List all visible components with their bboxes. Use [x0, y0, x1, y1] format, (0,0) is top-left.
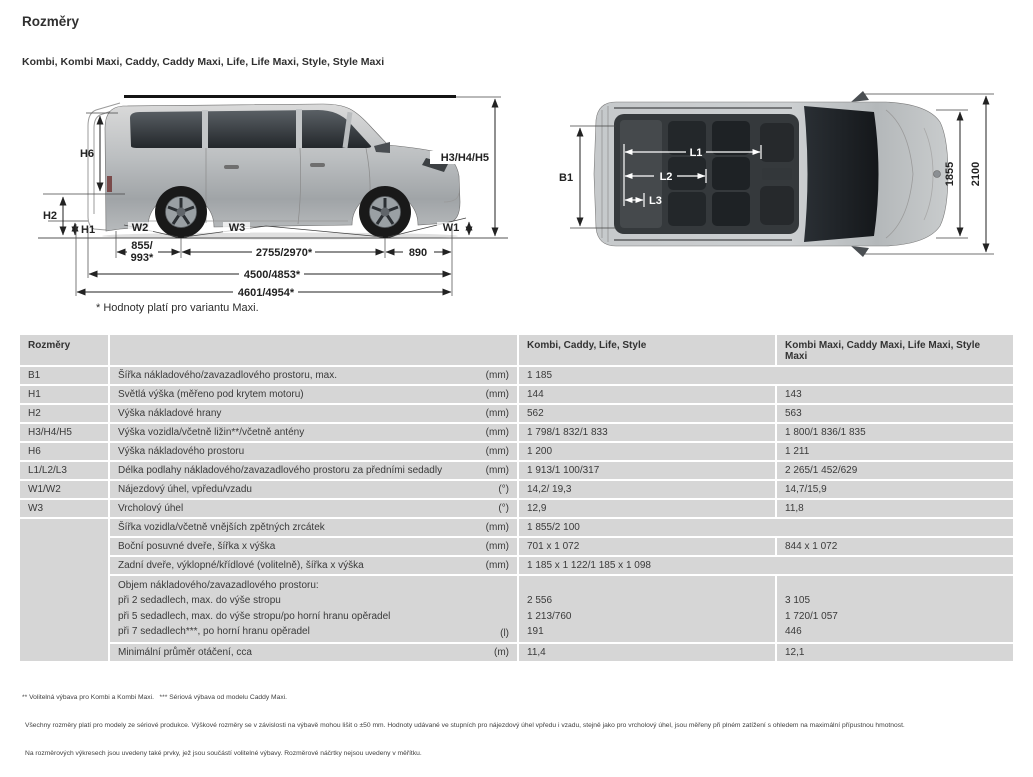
rear-wheel — [155, 186, 207, 238]
value-cell: 1 185 x 1 122/1 185 x 1 098 — [519, 557, 1013, 574]
value-line: 446 — [785, 626, 802, 638]
w2-label: W2 — [131, 222, 149, 234]
desc-line: při 5 sedadlech, max. do výše stropu/po horní hranu opěradel — [118, 610, 391, 622]
length2-dim: 4601/4954* — [237, 287, 295, 299]
table-row — [20, 424, 1013, 441]
value-cell: 562 — [519, 405, 775, 422]
wheelbase-dim: 2755/2970* — [255, 247, 313, 259]
dimension-code-cell: H1 — [20, 386, 108, 403]
front-overhang-dim: 890 — [408, 247, 428, 259]
value-cell — [777, 576, 1013, 642]
value-cell: 144 — [519, 386, 775, 403]
value-cell: 14,7/15,9 — [777, 481, 1013, 498]
dimension-desc-cell — [110, 367, 517, 384]
value-cell: 2 265/1 452/629 — [777, 462, 1013, 479]
footnote-1: ** Volitelná výbava pro Kombi a Kombi Maxi. *** Sériová výbava od modelu Caddy Maxi. — [22, 693, 288, 701]
body-width-dim: 1855 — [944, 161, 956, 187]
value-cell: 1 798/1 832/1 833 — [519, 424, 775, 441]
table-row — [20, 538, 1013, 555]
rear-overhang-dim-line2: 993* — [130, 252, 154, 264]
b1-label: B1 — [559, 172, 574, 184]
value-cell: 701 x 1 072 — [519, 538, 775, 555]
unit-label: (mm) — [485, 541, 509, 552]
side-view-drawing — [28, 90, 518, 303]
dimension-code-cell: H6 — [20, 443, 108, 460]
table-row — [20, 557, 1013, 574]
door-handle-front — [310, 163, 325, 167]
dimension-code-cell: W1/W2 — [20, 481, 108, 498]
desc-text: Výška nákladového prostoru — [118, 446, 245, 457]
value-cell: 1 211 — [777, 443, 1013, 460]
desc-line: Objem nákladového/zavazadlového prostoru: — [118, 580, 319, 591]
dimension-code-cell: W3 — [20, 500, 108, 517]
dimension-desc-cell — [110, 424, 517, 441]
dimension-desc-cell — [110, 519, 517, 536]
table-row — [20, 462, 1013, 479]
unit-label: (mm) — [485, 560, 509, 571]
unit-label: (mm) — [485, 408, 509, 419]
value-cell: 143 — [777, 386, 1013, 403]
front-wheel — [359, 186, 411, 238]
table-header-variant1: Kombi, Caddy, Life, Style — [519, 335, 775, 365]
front-seats — [760, 123, 794, 225]
unit-label: (mm) — [485, 446, 509, 457]
value-line: 191 — [527, 626, 544, 638]
mirror-top — [851, 91, 869, 102]
value-cell: 844 x 1 072 — [777, 538, 1013, 555]
door-handle-rear — [224, 165, 239, 169]
dimensions-table — [18, 333, 1015, 663]
desc-text: Zadní dveře, výklopné/křídlové (volitelně), šířka x výška — [118, 560, 364, 571]
mirror-bottom — [851, 246, 869, 257]
unit-label: (°) — [498, 503, 509, 514]
desc-text: Šířka vozidla/včetně vnějších zpětných zrcátek — [118, 522, 325, 533]
l3-label: L3 — [649, 195, 662, 207]
length1-dim: 4500/4853* — [243, 269, 301, 281]
value-line — [785, 578, 1005, 593]
dimension-desc-cell — [110, 462, 517, 479]
desc-text: Světlá výška (měřeno pod krytem motoru) — [118, 389, 304, 400]
table-header-variant2: Kombi Maxi, Caddy Maxi, Life Maxi, Style Maxi — [777, 335, 1013, 365]
l1-label: L1 — [689, 147, 703, 159]
h1-label: H1 — [81, 224, 96, 236]
brand-badge — [934, 171, 941, 178]
desc-text: Minimální průměr otáčení, cca — [118, 646, 252, 658]
w1-label: W1 — [442, 222, 460, 234]
van-top-silhouette — [594, 91, 948, 257]
page-subtitle: Kombi, Kombi Maxi, Caddy, Caddy Maxi, Life, Life Maxi, Style, Style Maxi — [22, 56, 385, 68]
page-title: Rozměry — [22, 14, 80, 29]
rear-bench-1 — [668, 121, 706, 226]
rear-overhang-dim-line1: 855/ — [131, 240, 153, 252]
roof-rail — [124, 95, 456, 98]
value-cell: 12,9 — [519, 500, 775, 517]
top-view-drawing — [556, 88, 1011, 260]
value-line: 1 720/1 057 — [785, 610, 838, 622]
value-cell: 1 200 — [519, 443, 775, 460]
value-cell — [519, 576, 775, 642]
desc-line: při 2 sedadlech, max. do výše stropu — [118, 595, 281, 607]
desc-text: Vrcholový úhel — [118, 503, 184, 514]
h3h4h5-label: H3/H4/H5 — [440, 152, 489, 164]
desc-text: Šířka nákladového/zavazadlového prostoru, max. — [118, 370, 338, 381]
dimension-code-cell: H2 — [20, 405, 108, 422]
desc-text: Délka podlahy nákladového/zavazadlového prostoru za předními sedadly — [118, 465, 443, 476]
dimension-desc-cell — [110, 538, 517, 555]
value-cell: 1 913/1 100/317 — [519, 462, 775, 479]
value-cell: 1 855/2 100 — [519, 519, 1013, 536]
table-row — [20, 405, 1013, 422]
dimension-desc-cell — [110, 481, 517, 498]
l2-label: L2 — [659, 171, 673, 183]
unit-label: (°) — [498, 484, 509, 495]
value-cell: 1 800/1 836/1 835 — [777, 424, 1013, 441]
dimension-desc-cell — [110, 500, 517, 517]
value-cell: 1 185 — [519, 367, 1013, 384]
h2-label: H2 — [42, 210, 57, 222]
dimension-desc-cell — [110, 644, 517, 661]
footnotes — [22, 674, 1014, 777]
dimension-code-cell: B1 — [20, 367, 108, 384]
taillight — [107, 176, 112, 192]
value-line: 2 556 — [527, 595, 553, 607]
value-cell: 14,2/ 19,3 — [519, 481, 775, 498]
value-cell: 11,4 — [519, 644, 775, 661]
value-cell: 563 — [777, 405, 1013, 422]
dimension-desc-cell — [110, 405, 517, 422]
table-header-dimensions: Rozměry — [20, 335, 108, 365]
desc-text: Boční posuvné dveře, šířka x výška — [118, 541, 276, 552]
footnote-3: Na rozměrových výkresech jsou uvedeny také prvky, jež jsou součástí volitelné výbavy. Rozměrové náčrtky nejsou uvedeny v měřítku. — [25, 750, 422, 758]
desc-text: Výška nákladové hrany — [118, 408, 222, 419]
desc-text: Nájezdový úhel, vpředu/vzadu — [118, 484, 252, 495]
desc-line: při 7 sedadlech***, po horní hranu opěradel — [118, 626, 310, 638]
value-cell: 11,8 — [777, 500, 1013, 517]
table-row — [20, 443, 1013, 460]
dimension-code-cell: H3/H4/H5 — [20, 424, 108, 441]
b-pillar — [202, 110, 208, 148]
table-header-row — [20, 335, 1013, 365]
window-band — [130, 110, 371, 148]
table-row — [20, 481, 1013, 498]
c-pillar — [296, 109, 302, 148]
h6-label: H6 — [79, 148, 94, 160]
table-row — [20, 500, 1013, 517]
value-line: 1 213/760 — [527, 610, 572, 622]
desc-text: Výška vozidla/včetně ližin**/včetně antény — [118, 427, 305, 438]
table-row — [20, 576, 1013, 642]
dimension-code-cell-merged — [20, 519, 108, 661]
table-row — [20, 367, 1013, 384]
van-silhouette — [105, 95, 460, 238]
unit-label: (mm) — [485, 427, 509, 438]
value-cell: 12,1 — [777, 644, 1013, 661]
drawing-note: * Hodnoty platí pro variantu Maxi. — [96, 302, 259, 314]
value-line: 3 105 — [785, 595, 811, 607]
table-row — [20, 386, 1013, 403]
w3-label: W3 — [228, 222, 246, 234]
cargo-area — [620, 120, 662, 228]
dimension-desc-cell — [110, 443, 517, 460]
dimension-code-cell: L1/L2/L3 — [20, 462, 108, 479]
table-row — [20, 519, 1013, 536]
unit-label: (mm) — [485, 389, 509, 400]
footnote-2: Všechny rozměry platí pro modely ze sériové produkce. Výškové rozměry se v závislosti na výbavě mohou lišit o ±50 mm. Hodnoty udávané ve stupních pro nájezdový úhel vpředu i vzadu, stejně jako pro vrcholový úhel, jsou měřeny při plném zatížení s ohledem na maximální přípustnou hmotnost. — [25, 722, 905, 730]
dimension-desc-cell — [110, 576, 517, 642]
rear-bench-2 — [712, 121, 750, 226]
unit-label: (m) — [494, 646, 509, 658]
unit-label: (mm) — [485, 465, 509, 476]
unit-label: (mm) — [485, 522, 509, 533]
table-row — [20, 644, 1013, 661]
value-line — [527, 578, 767, 593]
dimension-desc-cell — [110, 386, 517, 403]
mirror-width-dim: 2100 — [970, 161, 982, 187]
windshield — [804, 106, 879, 242]
unit-label: (mm) — [485, 370, 509, 381]
unit-label: (l) — [500, 627, 509, 639]
table-header-description — [110, 335, 517, 365]
dimension-desc-cell — [110, 557, 517, 574]
